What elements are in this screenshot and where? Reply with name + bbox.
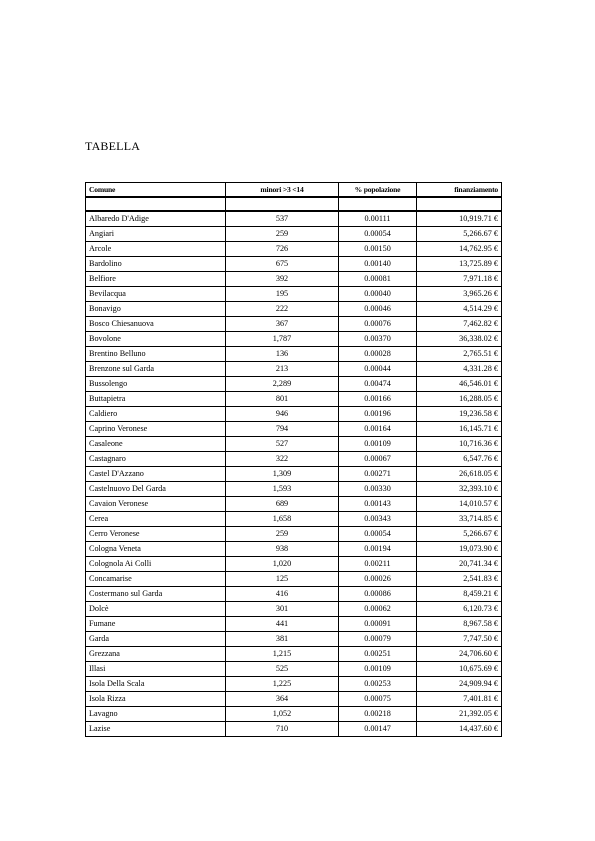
cell-minori: 195 (226, 287, 339, 302)
cell-popolazione: 0.00150 (339, 242, 417, 257)
table-row (86, 422, 501, 437)
table-row (86, 347, 501, 362)
cell-comune: Illasi (86, 662, 226, 677)
column-header-comune: Comune (86, 183, 226, 198)
cell-comune: Costermano sul Garda (86, 587, 226, 602)
cell-comune: Bussolengo (86, 377, 226, 392)
cell-popolazione: 0.00075 (339, 692, 417, 707)
cell-finanziamento: 14,762.95 € (417, 242, 501, 257)
cell-finanziamento: 21,392.05 € (417, 707, 501, 722)
cell-comune: Belfiore (86, 272, 226, 287)
table-row (86, 692, 501, 707)
table-row (86, 482, 501, 497)
cell-minori: 689 (226, 497, 339, 512)
cell-comune: Isola Rizza (86, 692, 226, 707)
cell-minori: 1,658 (226, 512, 339, 527)
cell-popolazione: 0.00109 (339, 662, 417, 677)
table-body (86, 198, 501, 736)
cell-finanziamento: 4,514.29 € (417, 302, 501, 317)
cell-minori: 794 (226, 422, 339, 437)
cell-comune: Bovolone (86, 332, 226, 347)
cell-minori: 1,020 (226, 557, 339, 572)
cell-comune: Bardolino (86, 257, 226, 272)
table-row (86, 512, 501, 527)
cell-comune: Brenzone sul Garda (86, 362, 226, 377)
cell-comune: Bonavigo (86, 302, 226, 317)
cell-popolazione: 0.00211 (339, 557, 417, 572)
cell-popolazione: 0.00218 (339, 707, 417, 722)
cell-minori: 1,215 (226, 647, 339, 662)
cell-minori: 259 (226, 527, 339, 542)
cell-finanziamento: 7,462.82 € (417, 317, 501, 332)
cell-minori: 710 (226, 722, 339, 736)
cell-comune: Brentino Belluno (86, 347, 226, 362)
cell-popolazione: 0.00196 (339, 407, 417, 422)
cell-finanziamento: 20,741.34 € (417, 557, 501, 572)
cell-popolazione: 0.00253 (339, 677, 417, 692)
funding-table (85, 182, 502, 737)
table-row (86, 617, 501, 632)
cell-finanziamento: 36,338.02 € (417, 332, 501, 347)
cell-popolazione: 0.00091 (339, 617, 417, 632)
cell-minori: 946 (226, 407, 339, 422)
cell-finanziamento: 2,765.51 € (417, 347, 501, 362)
blank-cell (86, 198, 226, 212)
cell-comune: Dolcè (86, 602, 226, 617)
cell-popolazione: 0.00067 (339, 452, 417, 467)
table-row (86, 602, 501, 617)
table-row (86, 362, 501, 377)
cell-finanziamento: 33,714.85 € (417, 512, 501, 527)
cell-finanziamento: 4,331.28 € (417, 362, 501, 377)
cell-minori: 125 (226, 572, 339, 587)
cell-minori: 1,787 (226, 332, 339, 347)
column-header-popolazione: % popolazione (339, 183, 417, 198)
cell-popolazione: 0.00164 (339, 422, 417, 437)
cell-minori: 537 (226, 212, 339, 227)
table-row (86, 302, 501, 317)
cell-finanziamento: 5,266.67 € (417, 227, 501, 242)
cell-comune: Cavaion Veronese (86, 497, 226, 512)
cell-minori: 301 (226, 602, 339, 617)
table-row (86, 227, 501, 242)
cell-comune: Albaredo D'Adige (86, 212, 226, 227)
cell-popolazione: 0.00194 (339, 542, 417, 557)
table-row (86, 527, 501, 542)
cell-finanziamento: 5,266.67 € (417, 527, 501, 542)
cell-finanziamento: 10,716.36 € (417, 437, 501, 452)
blank-cell (339, 198, 417, 212)
cell-comune: Castagnaro (86, 452, 226, 467)
blank-cell (226, 198, 339, 212)
cell-finanziamento: 7,971.18 € (417, 272, 501, 287)
table-row (86, 497, 501, 512)
cell-finanziamento: 46,546.01 € (417, 377, 501, 392)
cell-popolazione: 0.00271 (339, 467, 417, 482)
cell-comune: Concamarise (86, 572, 226, 587)
cell-comune: Cerro Veronese (86, 527, 226, 542)
cell-comune: Isola Della Scala (86, 677, 226, 692)
cell-popolazione: 0.00474 (339, 377, 417, 392)
table-row (86, 587, 501, 602)
cell-popolazione: 0.00079 (339, 632, 417, 647)
cell-finanziamento: 10,675.69 € (417, 662, 501, 677)
cell-minori: 1,593 (226, 482, 339, 497)
table-row (86, 392, 501, 407)
cell-minori: 938 (226, 542, 339, 557)
cell-popolazione: 0.00028 (339, 347, 417, 362)
table-row (86, 722, 501, 736)
cell-finanziamento: 26,618.05 € (417, 467, 501, 482)
cell-finanziamento: 8,967.58 € (417, 617, 501, 632)
cell-finanziamento: 14,010.57 € (417, 497, 501, 512)
cell-minori: 381 (226, 632, 339, 647)
table-row (86, 632, 501, 647)
cell-minori: 367 (226, 317, 339, 332)
cell-comune: Bevilacqua (86, 287, 226, 302)
cell-popolazione: 0.00370 (339, 332, 417, 347)
table-row (86, 287, 501, 302)
cell-comune: Lavagno (86, 707, 226, 722)
cell-comune: Caldiero (86, 407, 226, 422)
cell-comune: Caprino Veronese (86, 422, 226, 437)
cell-finanziamento: 13,725.89 € (417, 257, 501, 272)
table-row (86, 467, 501, 482)
cell-comune: Colognola Ai Colli (86, 557, 226, 572)
cell-popolazione: 0.00062 (339, 602, 417, 617)
cell-minori: 726 (226, 242, 339, 257)
cell-comune: Castelnuovo Del Garda (86, 482, 226, 497)
cell-popolazione: 0.00086 (339, 587, 417, 602)
cell-minori: 364 (226, 692, 339, 707)
cell-popolazione: 0.00054 (339, 227, 417, 242)
table-row (86, 317, 501, 332)
table-row (86, 557, 501, 572)
cell-popolazione: 0.00081 (339, 272, 417, 287)
cell-finanziamento: 16,288.05 € (417, 392, 501, 407)
cell-minori: 392 (226, 272, 339, 287)
cell-comune: Arcole (86, 242, 226, 257)
table-row (86, 647, 501, 662)
cell-finanziamento: 24,706.60 € (417, 647, 501, 662)
cell-minori: 416 (226, 587, 339, 602)
cell-comune: Cologna Veneta (86, 542, 226, 557)
cell-minori: 1,052 (226, 707, 339, 722)
cell-popolazione: 0.00026 (339, 572, 417, 587)
cell-minori: 222 (226, 302, 339, 317)
cell-minori: 322 (226, 452, 339, 467)
cell-minori: 1,225 (226, 677, 339, 692)
cell-popolazione: 0.00044 (339, 362, 417, 377)
cell-minori: 801 (226, 392, 339, 407)
cell-comune: Bosco Chiesanuova (86, 317, 226, 332)
table-row (86, 332, 501, 347)
table-row (86, 452, 501, 467)
cell-comune: Fumane (86, 617, 226, 632)
table-row (86, 437, 501, 452)
cell-minori: 2,289 (226, 377, 339, 392)
cell-popolazione: 0.00054 (339, 527, 417, 542)
table-row (86, 407, 501, 422)
cell-finanziamento: 8,459.21 € (417, 587, 501, 602)
table-row (86, 662, 501, 677)
column-header-finanziamento: finanziamento (417, 183, 501, 198)
cell-finanziamento: 32,393.10 € (417, 482, 501, 497)
cell-finanziamento: 7,401.81 € (417, 692, 501, 707)
cell-popolazione: 0.00147 (339, 722, 417, 736)
table-row (86, 242, 501, 257)
cell-popolazione: 0.00046 (339, 302, 417, 317)
cell-popolazione: 0.00166 (339, 392, 417, 407)
cell-minori: 441 (226, 617, 339, 632)
cell-comune: Cerea (86, 512, 226, 527)
cell-minori: 525 (226, 662, 339, 677)
cell-popolazione: 0.00140 (339, 257, 417, 272)
cell-comune: Buttapietra (86, 392, 226, 407)
cell-popolazione: 0.00343 (339, 512, 417, 527)
cell-minori: 1,309 (226, 467, 339, 482)
cell-finanziamento: 6,120.73 € (417, 602, 501, 617)
cell-comune: Grezzana (86, 647, 226, 662)
blank-row (86, 198, 501, 212)
cell-comune: Garda (86, 632, 226, 647)
cell-finanziamento: 7,747.50 € (417, 632, 501, 647)
cell-popolazione: 0.00040 (339, 287, 417, 302)
table-row (86, 257, 501, 272)
cell-popolazione: 0.00330 (339, 482, 417, 497)
cell-finanziamento: 2,541.83 € (417, 572, 501, 587)
column-header-minori: minori >3 <14 (226, 183, 339, 198)
cell-finanziamento: 24,909.94 € (417, 677, 501, 692)
table-row (86, 572, 501, 587)
page-title: TABELLA (85, 139, 141, 153)
cell-finanziamento: 19,236.58 € (417, 407, 501, 422)
cell-comune: Lazise (86, 722, 226, 736)
cell-popolazione: 0.00251 (339, 647, 417, 662)
cell-popolazione: 0.00143 (339, 497, 417, 512)
cell-comune: Angiari (86, 227, 226, 242)
cell-minori: 213 (226, 362, 339, 377)
table-header-row (86, 183, 501, 198)
cell-comune: Casaleone (86, 437, 226, 452)
cell-comune: Castel D'Azzano (86, 467, 226, 482)
table-row (86, 707, 501, 722)
cell-finanziamento: 19,073.90 € (417, 542, 501, 557)
table-row (86, 542, 501, 557)
cell-minori: 136 (226, 347, 339, 362)
cell-minori: 675 (226, 257, 339, 272)
cell-popolazione: 0.00109 (339, 437, 417, 452)
cell-finanziamento: 6,547.76 € (417, 452, 501, 467)
table-row (86, 377, 501, 392)
cell-finanziamento: 10,919.71 € (417, 212, 501, 227)
table-row (86, 212, 501, 227)
table-row (86, 272, 501, 287)
cell-finanziamento: 14,437.60 € (459, 724, 498, 733)
cell-minori: 259 (226, 227, 339, 242)
table-row (86, 677, 501, 692)
cell-popolazione: 0.00111 (339, 212, 417, 227)
cell-minori: 527 (226, 437, 339, 452)
blank-cell (417, 198, 501, 212)
cell-finanziamento: 16,145.71 € (417, 422, 501, 437)
cell-finanziamento: 3,965.26 € (417, 287, 501, 302)
cell-popolazione: 0.00076 (339, 317, 417, 332)
